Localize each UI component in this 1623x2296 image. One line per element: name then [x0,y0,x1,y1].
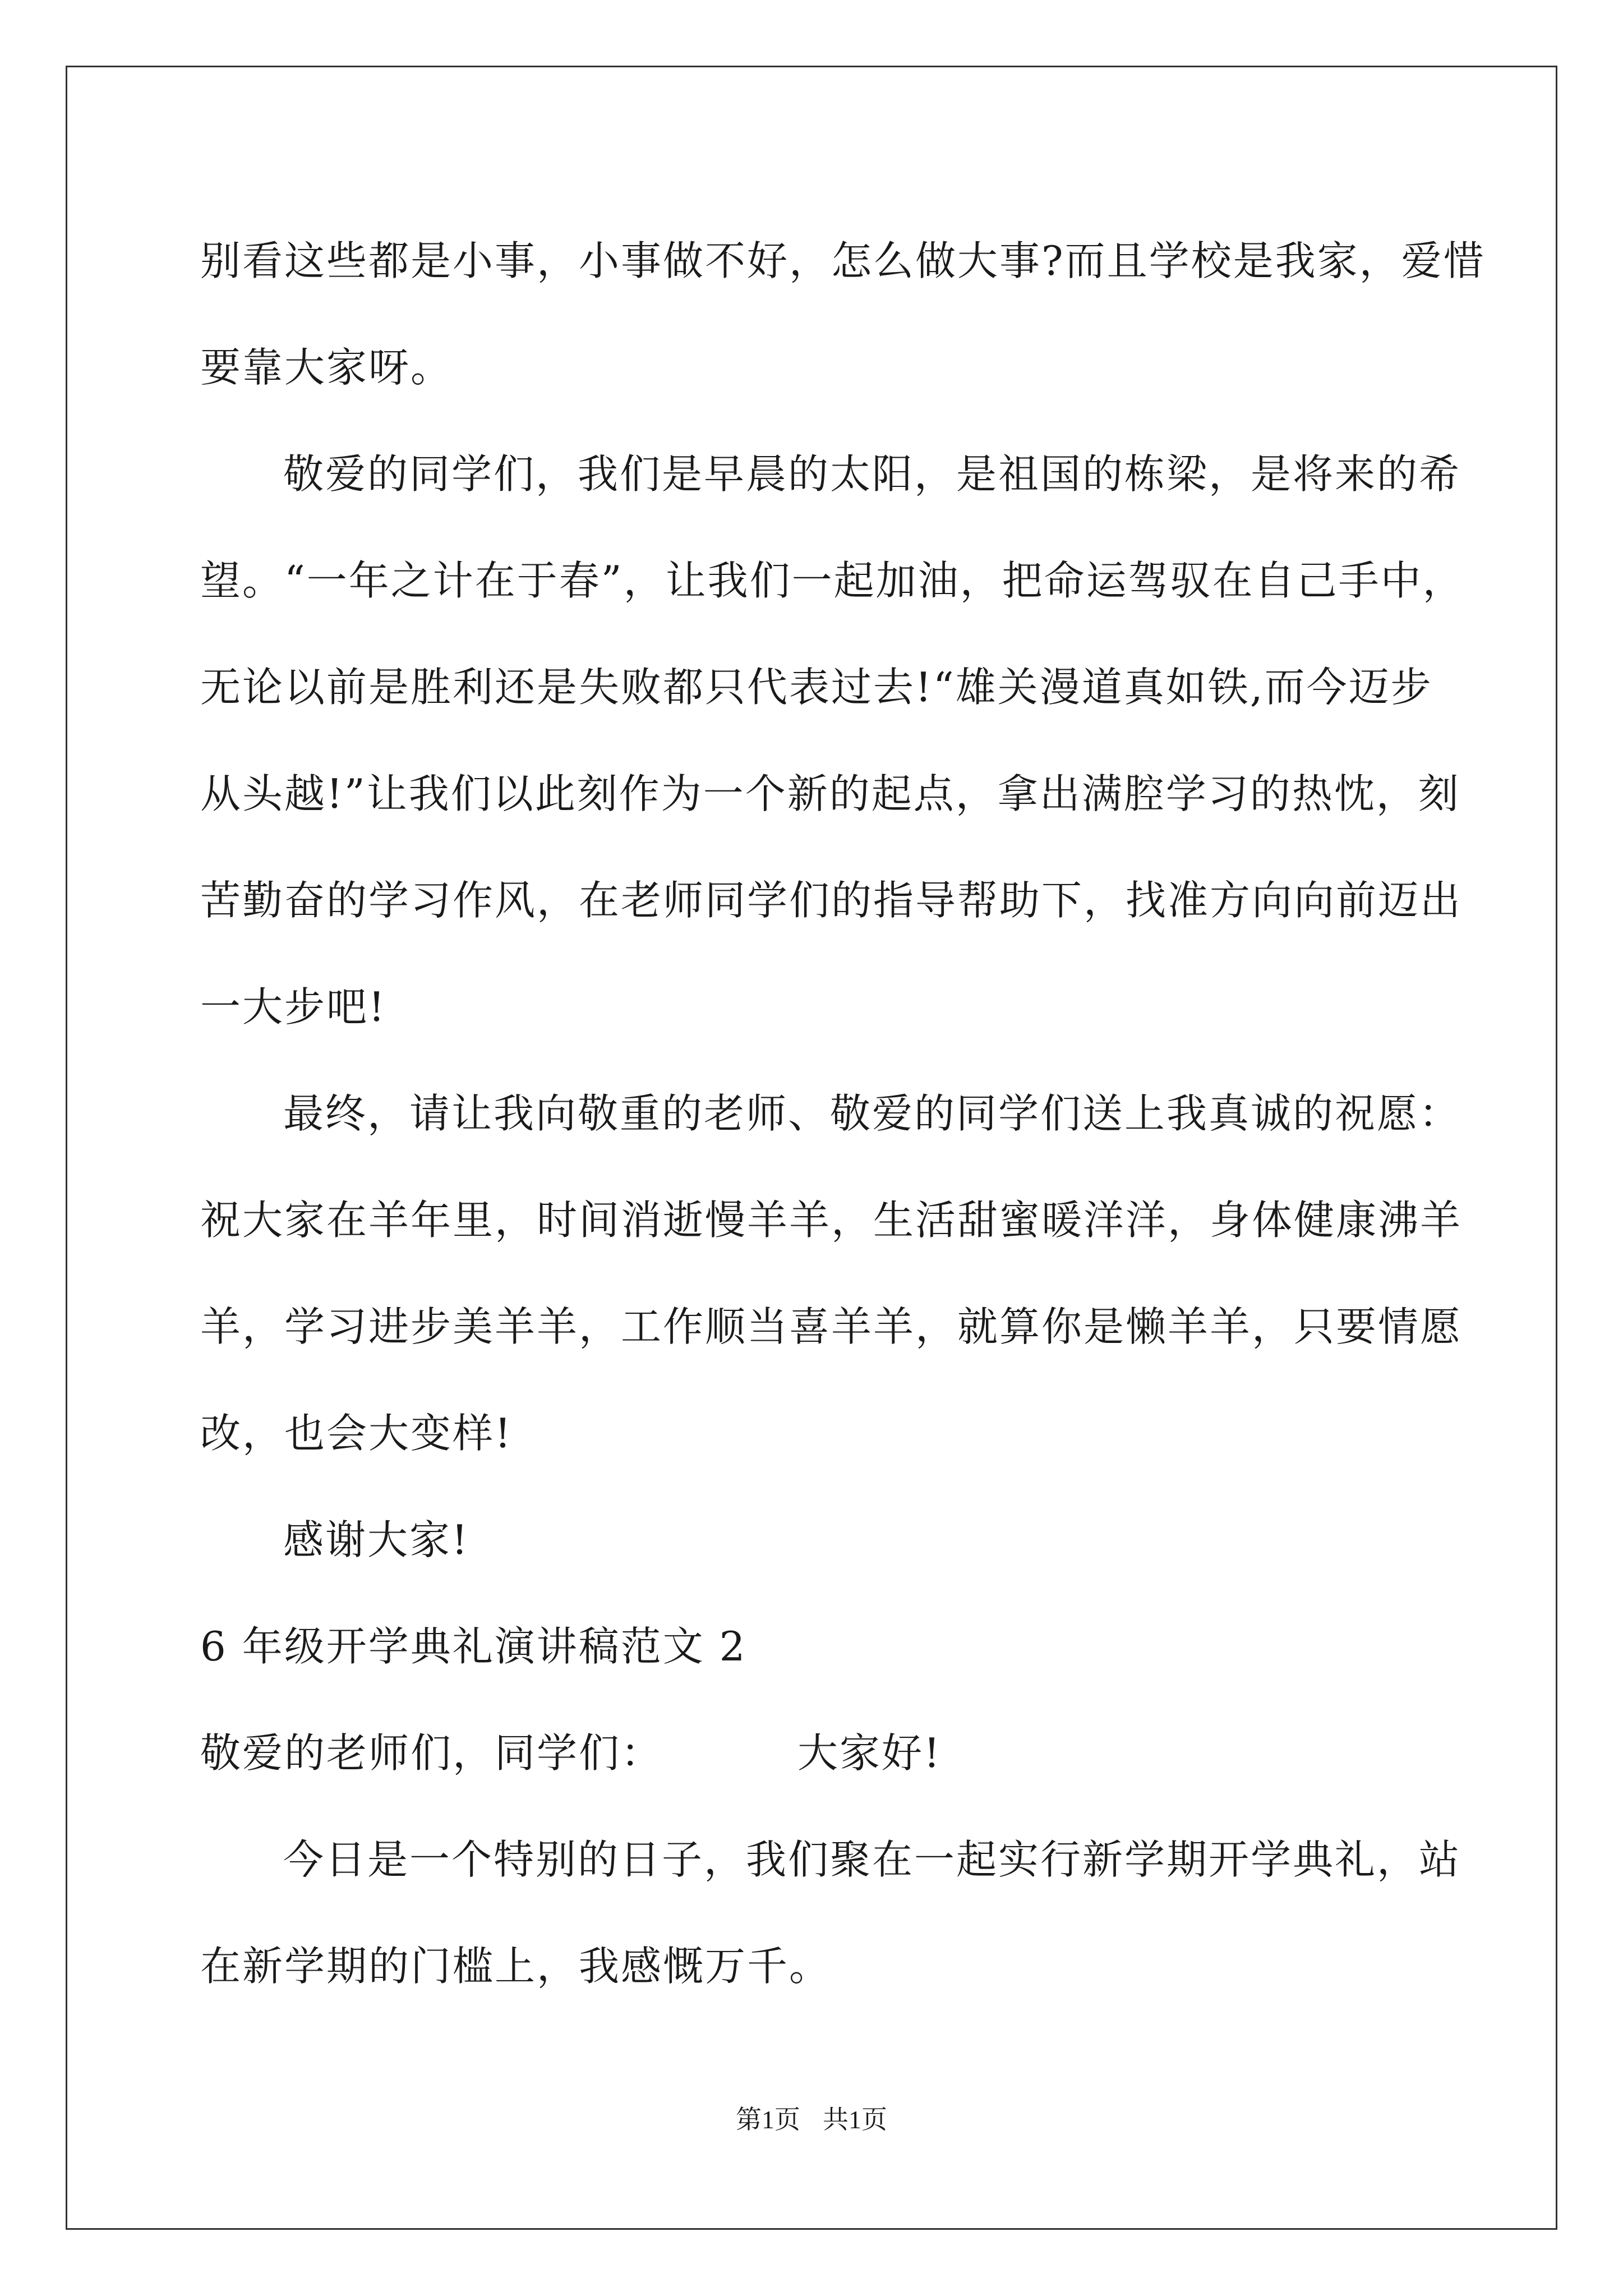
page-footer [0,2099,1623,2136]
paragraph-line: 无论以前是胜利还是失败都只代表过去!“雄关漫道真如铁,而今迈步 [200,664,1433,711]
page-number: 第1页 [736,2105,800,2134]
paragraph-line: 在新学期的门槛上，我感慨万千。 [200,1943,832,1990]
paragraph-line: 要靠大家呀。 [200,344,453,391]
paragraph-line: 羊，学习进步美羊羊，工作顺当喜羊羊，就算你是懒羊羊，只要情愿 [200,1303,1463,1350]
page-total: 共1页 [823,2105,887,2134]
paragraph-line: 望。“一年之计在于春”，让我们一起加油，把命运驾驭在自己手中， [200,557,1465,604]
greeting-salutation: 敬爱的老师们，同学们： [200,1729,663,1777]
greeting-line [200,1700,1434,1806]
paragraph-line: 最终，请让我向敬重的老师、敬爱的同学们送上我真诚的祝愿： [283,1090,1461,1137]
paragraph-line: 别看这些都是小事，小事做不好，怎么做大事?而且学校是我家，爱惜 [200,237,1486,284]
section-title: 6 年级开学典礼演讲稿范文 2 [200,1623,747,1670]
document-body [200,208,1486,2019]
paragraph-line: 从头越!”让我们以此刻作为一个新的起点，拿出满腔学习的热忱，刻 [200,770,1460,817]
paragraph-line: 敬爱的同学们，我们是早晨的太阳，是祖国的栋梁，是将来的希 [283,450,1461,498]
paragraph-line: 今日是一个特别的日子，我们聚在一起实行新学期开学典礼，站 [283,1836,1461,1883]
paragraph-line: 苦勤奋的学习作风，在老师同学们的指导帮助下，找准方向向前迈出 [200,877,1463,924]
paragraph-line: 改，也会大变样! [200,1410,513,1457]
paragraph-line: 祝大家在羊年里，时间消逝慢羊羊，生活甜蜜暖洋洋，身体健康沸羊 [200,1197,1463,1244]
paragraph-line: 一大步吧! [200,983,386,1030]
greeting-hello: 大家好! [797,1729,942,1777]
paragraph-line: 感谢大家! [283,1516,469,1563]
